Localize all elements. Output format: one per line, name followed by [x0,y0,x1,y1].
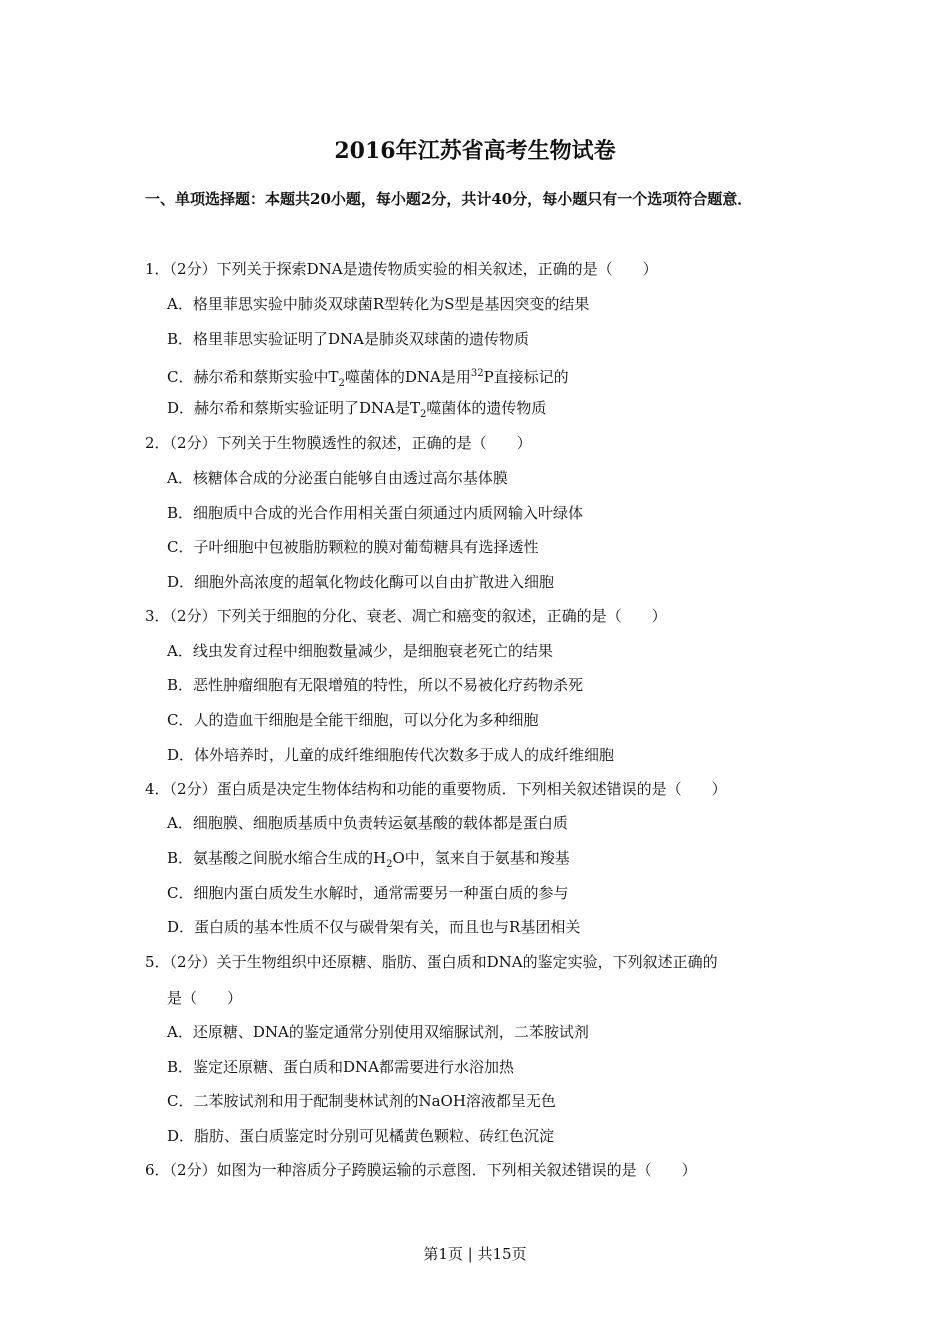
section-heading: 一、单项选择题：本题共20小题，每小题2分，共计40分，每小题只有一个选项符合题意． [145,190,753,208]
question-2-option-b: B．细胞质中合成的光合作用相关蛋白须通过内质网输入叶绿体 [167,504,584,522]
option-text: B．氨基酸之间脱水缩合生成的H [167,849,387,867]
question-4-stem: 4．（2分）蛋白质是决定生物体结构和功能的重要物质．下列相关叙述错误的是（ ） [145,780,727,798]
question-5-option-c: C．二苯胺试剂和用于配制斐林试剂的NaOH溶液都呈无色 [167,1092,556,1110]
question-2-stem: 2．（2分）下列关于生物膜透性的叙述，正确的是（ ） [145,434,532,452]
question-2-option-c: C．子叶细胞中包被脂肪颗粒的膜对葡萄糖具有选择透性 [167,538,539,556]
question-3-option-b: B．恶性肿瘤细胞有无限增殖的特性，所以不易被化疗药物杀死 [167,676,584,694]
page-footer: 第1页 | 共15页 [423,1245,527,1263]
question-3-stem: 3．（2分）下列关于细胞的分化、衰老、凋亡和癌变的叙述，正确的是（ ） [145,607,667,625]
question-5-stem-continued: 是（ ） [167,989,243,1007]
question-1-stem: 1．（2分）下列关于探索DNA是遗传物质实验的相关叙述，正确的是（ ） [145,260,658,278]
question-2-option-d: D．细胞外高浓度的超氧化物歧化酶可以自由扩散进入细胞 [167,573,555,591]
question-6-stem: 6．（2分）如图为一种溶质分子跨膜运输的示意图．下列相关叙述错误的是（ ） [145,1161,697,1179]
question-5-option-a: A．还原糖、DNA的鉴定通常分别使用双缩脲试剂，二苯胺试剂 [167,1023,589,1041]
question-5-option-b: B．鉴定还原糖、蛋白质和DNA都需要进行水浴加热 [167,1058,515,1076]
question-2-option-a: A．核糖体合成的分泌蛋白能够自由透过高尔基体膜 [167,469,508,487]
question-4-option-c: C．细胞内蛋白质发生水解时，通常需要另一种蛋白质的参与 [167,884,569,902]
question-4-option-d: D．蛋白质的基本性质不仅与碳骨架有关，而且也与R基团相关 [167,918,581,936]
option-text: 噬菌体的遗传物质 [426,399,547,417]
option-text: C．赫尔希和蔡斯实验中T [167,368,339,386]
question-3-option-d: D．体外培养时，儿童的成纤维细胞传代次数多于成人的成纤维细胞 [167,746,615,764]
question-5-option-d: D．脂肪、蛋白质鉴定时分别可见橘黄色颗粒、砖红色沉淀 [167,1127,555,1145]
option-text: D．赫尔希和蔡斯实验证明了DNA是T [167,399,421,417]
superscript: 32 [470,368,484,379]
option-text: P直接标记的 [483,368,569,386]
question-1-option-d [167,398,807,425]
question-3-option-a: A．线虫发育过程中细胞数量减少，是细胞衰老死亡的结果 [167,642,553,660]
option-text: O中，氢来自于氨基和羧基 [392,849,570,867]
subscript: 2 [338,378,345,389]
page-title: 2016年江苏省高考生物试卷 [334,138,616,164]
subscript: 2 [420,409,427,420]
question-1-option-a: A．格里菲思实验中肺炎双球菌R型转化为S型是基因突变的结果 [167,295,590,313]
question-1-option-c [167,364,807,394]
question-4-option-b [167,848,807,875]
question-3-option-c: C．人的造血干细胞是全能干细胞，可以分化为多种细胞 [167,711,539,729]
subscript: 2 [386,859,393,870]
question-5-stem: 5．（2分）关于生物组织中还原糖、脂肪、蛋白质和DNA的鉴定实验，下列叙述正确的 [145,953,718,971]
question-4-option-a: A．细胞膜、细胞质基质中负责转运氨基酸的载体都是蛋白质 [167,814,568,832]
question-1-option-b: B．格里菲思实验证明了DNA是肺炎双球菌的遗传物质 [167,330,530,348]
option-text: 噬菌体的DNA是用 [344,368,471,386]
